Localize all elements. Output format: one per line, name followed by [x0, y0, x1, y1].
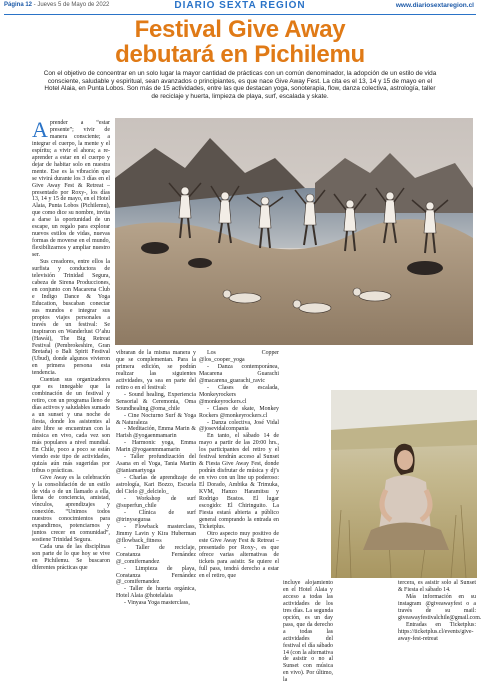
issue-date: - Jueves 5 de Mayo de 2022 [32, 2, 110, 8]
headline-line-2: debutará en Pichilemu [115, 41, 365, 68]
drop-cap: A [32, 117, 48, 142]
activity-item: - Limpieza de playa, Constanza Fernández @_comifernandez [116, 565, 196, 586]
paragraph: tercera, es asistir solo al Sunset & Fiesta el sábado 14. [398, 580, 476, 593]
meditation-photo-icon [331, 390, 477, 578]
paragraph: Give Away es la celebración y la consolidación de un estilo de vida o de un llamado a ella, llena de conciencia, amistad, vínculos, aprendizajes y conexión. “Unimos todos nuestros conocimientos para expandirnos, potenciarnos y juntos crecer en comunidad”, sostiene Trinidad Segura. [32, 474, 110, 544]
article-column-1 [32, 117, 110, 572]
page-number: Página 12 [4, 2, 33, 8]
article-column-3 [199, 350, 279, 579]
paragraph: Sus creadores, entre ellos la surfista y conductora de televisión Trinidad Segura, cabeza de Sirena Producciones, en conjunto con Macarena Club e Indigo Dance & Yoga Education, buscaban conectar sus mundos e integrar sus propios viajes personales a través de un festival: Se inspiraron en Wanderlust O’ahu (Hawái), The Big Retreat Festival (Pembrokeshire, Gran Bretaña) o Bali Spirit Festival (Ubud), donde algunos vivieron en primera persona esta tendencia. [32, 259, 110, 377]
paragraph: Entradas en Ticketplus: https://ticketplus.cl/events/give-away-fest-retreat [398, 621, 476, 642]
headline-line-1: Festival Give Away [134, 16, 346, 43]
activity-item: - Sound healing, Experiencia Sensorial & Ceremonia, Oma Soundhealing @oma_chile [116, 391, 196, 412]
article-lead: Con el objetivo de concentrar en un solo lugar la mayor cantidad de prácticas con un común denominador, la adopción de un estilo de vida consciente, saludable y espiritual, sean avanzados o principiantes, es que nace Give Away Fest. La cita es el 13, 14 y 15 de mayo en el Hotel Alaia, en Punta Lobos. Son más de 15 actividades, entre las que destacan yoga, sonoterapia, flow, danza colectiva, astrología, taller de reciclaje y huerta, limpieza de playa, surf, escalada y skate. [43, 70, 437, 100]
header-divider [4, 14, 476, 15]
activity-item: Los Copper @los_cooper_yoga [199, 350, 279, 363]
article-column-5 [398, 580, 481, 643]
activity-item: - Clases de escalada, Monkeyrockers @monkeyrockers.cl [199, 384, 279, 405]
activity-item: - Clases de skate, Monkey Rockers @monkeyrockers.cl [199, 405, 279, 419]
activity-item: - Workshop de surf @superfun_chile [116, 496, 196, 509]
activity-item: - Harmonic yoga, Emma Marin @yogaenmmamarin [116, 440, 196, 454]
paragraph: Cuentan sus organizadores que es innegable que la combinación de un festival y retiro, con un programa lleno de días activos y saludables sumado a un sunset y una noche de fiesta, donde los asistentes al aire libre se encuentran con la música en vivo, cada vez son más populares a nivel mundial. En Chile, poco a poco se están viendo este tipo de actividades, quizás aún más sugeridas por tribus o prácticas. [32, 377, 110, 474]
activity-item: - Vinyasa Yoga masterclass, [124, 600, 190, 607]
paragraph: incluye alojamiento en el Hotel Alaia y acceso a todas las actividades de los tres días. La segunda opción, es un day pass, que da derecho a todas las actividades del festival el día sábado 14 (con la alternativa de asistir o no al Sunset con música en vivo). Por último, la [283, 580, 333, 684]
article-headline [0, 17, 480, 67]
activity-item: - Danza contemporánea, Macarena Guarachi @macarena_guarachi_ravic [199, 363, 279, 384]
paragraph: Más información en su instagram @giveawayfest o a través de su mail: giveawayfestivalchile@gmail.com. [398, 593, 481, 621]
secondary-photo [331, 390, 477, 578]
activity-item: - Meditación, Emma Marin & Harish @yogaenmamarin [116, 426, 196, 440]
activity-item: - Danza colectiva, José Vidal @josevidalcompania [199, 419, 279, 433]
article-column-2 [116, 350, 196, 607]
page-header [0, 0, 480, 14]
activity-item: - Taller de huerta orgánica, Hotel Alaia @hotelalaia [116, 586, 196, 600]
publication-name: DIARIO SEXTA REGIÓN [174, 0, 306, 11]
activity-item: - Taller profundización del Asana en el Yoga, Tania Martin @taniamartyoga [116, 454, 196, 475]
paragraph: Otro aspecto muy positivo de este Give Away Fest & Retreat –presentado por Roxy-, es que ofrece varias alternativas de tickets para asistir. Se quiere el full pass, tendrá derecho a estar en el retiro, que [199, 530, 279, 579]
activity-item: - Charlas de aprendizaje de astrología, Kari Bozzo, Escuela del Cielo @_delcielo_ [116, 475, 196, 496]
paragraph [32, 117, 110, 259]
paragraph-text: prender a “estar presente”; vivir de manera consciente; a integrar el cuerpo, la mente y el espíritu; a vivir el ahora; a re-aprender a estar en el cuerpo y dejar de habitar solo en nuestra mente. Ese es la vibración que se vivirá durante los 3 días en el Give Away Fest & Retreat –presentado por Roxy-, los días 13, 14 y 15 de mayo, en el Hotel Alaia, Punta Lobos (Pichilemu), que como dice su nombre, invita a darse la oportunidad de un escape, un regalo para explorar nuevos estilos de vidas, nuevas formas de moverse en el mundo, flexibilizarnos y ampliar nuestro ser. [32, 120, 110, 259]
paragraph: Cada una de las disciplinas son parte de lo que hoy se vive en Pichilemu. Se buscaron diferentes prácticas que [32, 544, 110, 571]
article-column-4 [283, 580, 333, 684]
main-photo [115, 118, 473, 345]
paragraph: En tanto, el sábado 14 de mayo a partir de las 20:00 hrs., los participantes del retiro y el festival tendrán acceso al Sunset & Fiesta Give Away Fest, donde podrán disfrutar de música y dj’s en vivo con un line up poderoso: El Dorado, Ambika & Trimuka, KVM, Hanzo Haramitsu y Rodrigo Bustos. El lugar escogido: El Chiringuito. La Fiesta estará abierta a público general comprando la entrada en Ticketplus. [199, 433, 279, 530]
activity-item: - Cine Nocturno Surf & Yoga & Naturaleza [116, 412, 196, 426]
paragraph: vibraran de la misma manera y que se complementan. Para la primera edición, se podrán realizar las siguientes actividades, ya sea en parte del retiro o en el festival: [116, 350, 196, 391]
beach-yoga-photo-icon [115, 118, 473, 345]
activity-item: - Taller de reciclaje, Constanza Fernández @_comifernandez [116, 544, 196, 565]
activity-item: - Clínica de surf @trinyseguraa [116, 509, 196, 523]
activity-item: - Flowback masterclass, Jimmy Lavin y Kira Huberman @flowback_fitness [116, 523, 196, 544]
website-link[interactable]: www.diariosextaregion.cl [395, 2, 474, 9]
